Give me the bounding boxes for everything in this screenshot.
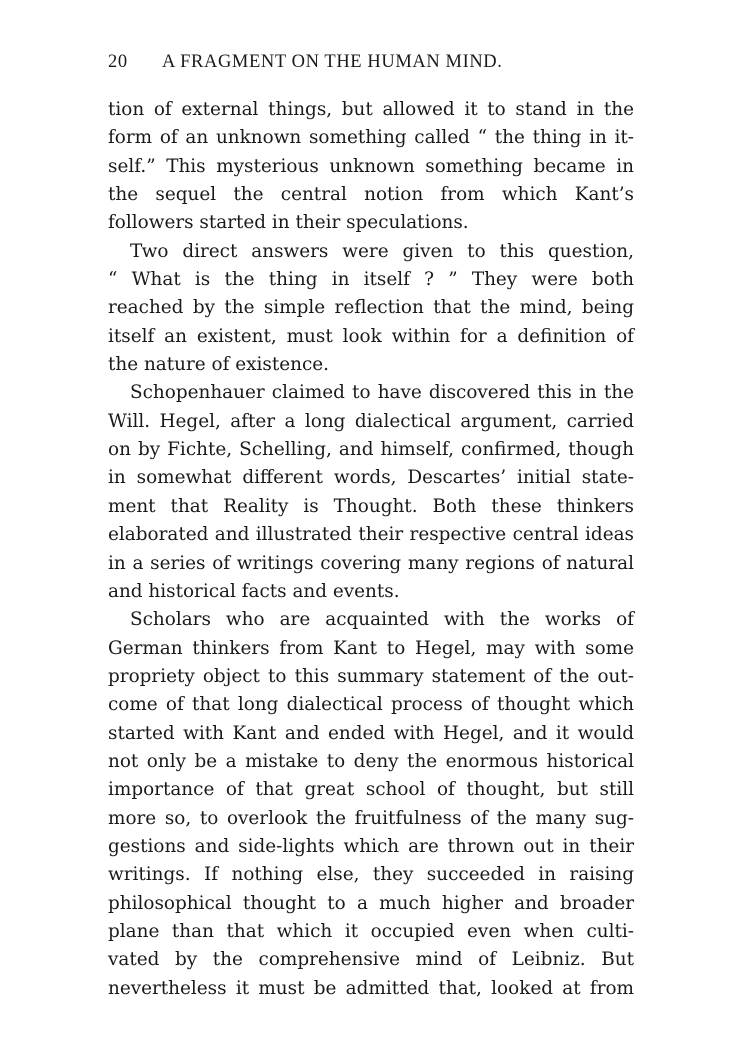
text-line: not only be a mistake to deny the enormous historical (108, 750, 634, 772)
text-line: started with Kant and ended with Hegel, and it would (108, 722, 634, 744)
running-title: A FRAGMENT ON THE HUMAN MIND. (162, 52, 503, 72)
text-line: in a series of writings covering many regions of natural (108, 552, 634, 574)
text-line: reached by the simple reflection that the mind, being (108, 297, 634, 319)
book-page (108, 52, 634, 1003)
text-line: tion of external things, but allowed it to stand in the (108, 99, 634, 120)
text-line: and historical facts and events. (108, 580, 400, 602)
text-line: importance of that great school of thought, but still (108, 779, 634, 801)
text-line: Will. Hegel, after a long dialectical argument, carried (108, 410, 634, 432)
text-line: itself an existent, must look within for a definition of (108, 325, 634, 347)
text-line: vated by the comprehensive mind of Leibniz. But (108, 949, 634, 971)
text-line: writings. If nothing else, they succeeded in raising (108, 864, 634, 886)
text-line: Two direct answers were given to this question, (130, 240, 634, 262)
text-line: propriety object to this summary statement of the out- (108, 665, 634, 687)
text-line: “ What is the thing in itself ? ” They were both (108, 269, 634, 291)
text-line: elaborated and illustrated their respective central ideas (108, 524, 634, 546)
text-line: Scholars who are acquainted with the works of (130, 609, 634, 631)
text-line: German thinkers from Kant to Hegel, may with some (108, 637, 634, 659)
text-line: philosophical thought to a much higher and broader (108, 892, 634, 914)
running-head (108, 52, 634, 86)
text-line: ment that Reality is Thought. Both these thinkers (108, 495, 634, 517)
text-line: nevertheless it must be admitted that, looked at from (108, 977, 634, 999)
text-line: in somewhat different words, Descartes’ initial state- (108, 467, 634, 489)
text-line: form of an unknown something called “ the thing in it- (108, 127, 634, 149)
paragraph-4 (108, 606, 634, 1003)
paragraph-3 (108, 379, 634, 606)
text-line: gestions and side-lights which are thrown out in their (108, 835, 634, 857)
text-line: come of that long dialectical process of thought which (108, 694, 634, 716)
text-line: plane than that which it occupied even when culti- (108, 920, 634, 942)
paragraph-1 (108, 96, 634, 238)
paragraph-2 (108, 238, 634, 380)
text-line: self.” This mysterious unknown something became in (108, 155, 634, 177)
text-line: more so, to overlook the fruitfulness of the many sug- (108, 807, 634, 829)
text-line: Schopenhauer claimed to have discovered this in the (130, 382, 634, 404)
text-line: the sequel the central notion from which Kant’s (108, 184, 634, 206)
page-number: 20 (108, 52, 128, 72)
text-line: the nature of existence. (108, 354, 329, 376)
text-line: followers started in their speculations. (108, 212, 469, 234)
text-line: on by Fichte, Schelling, and himself, confirmed, though (108, 439, 634, 461)
